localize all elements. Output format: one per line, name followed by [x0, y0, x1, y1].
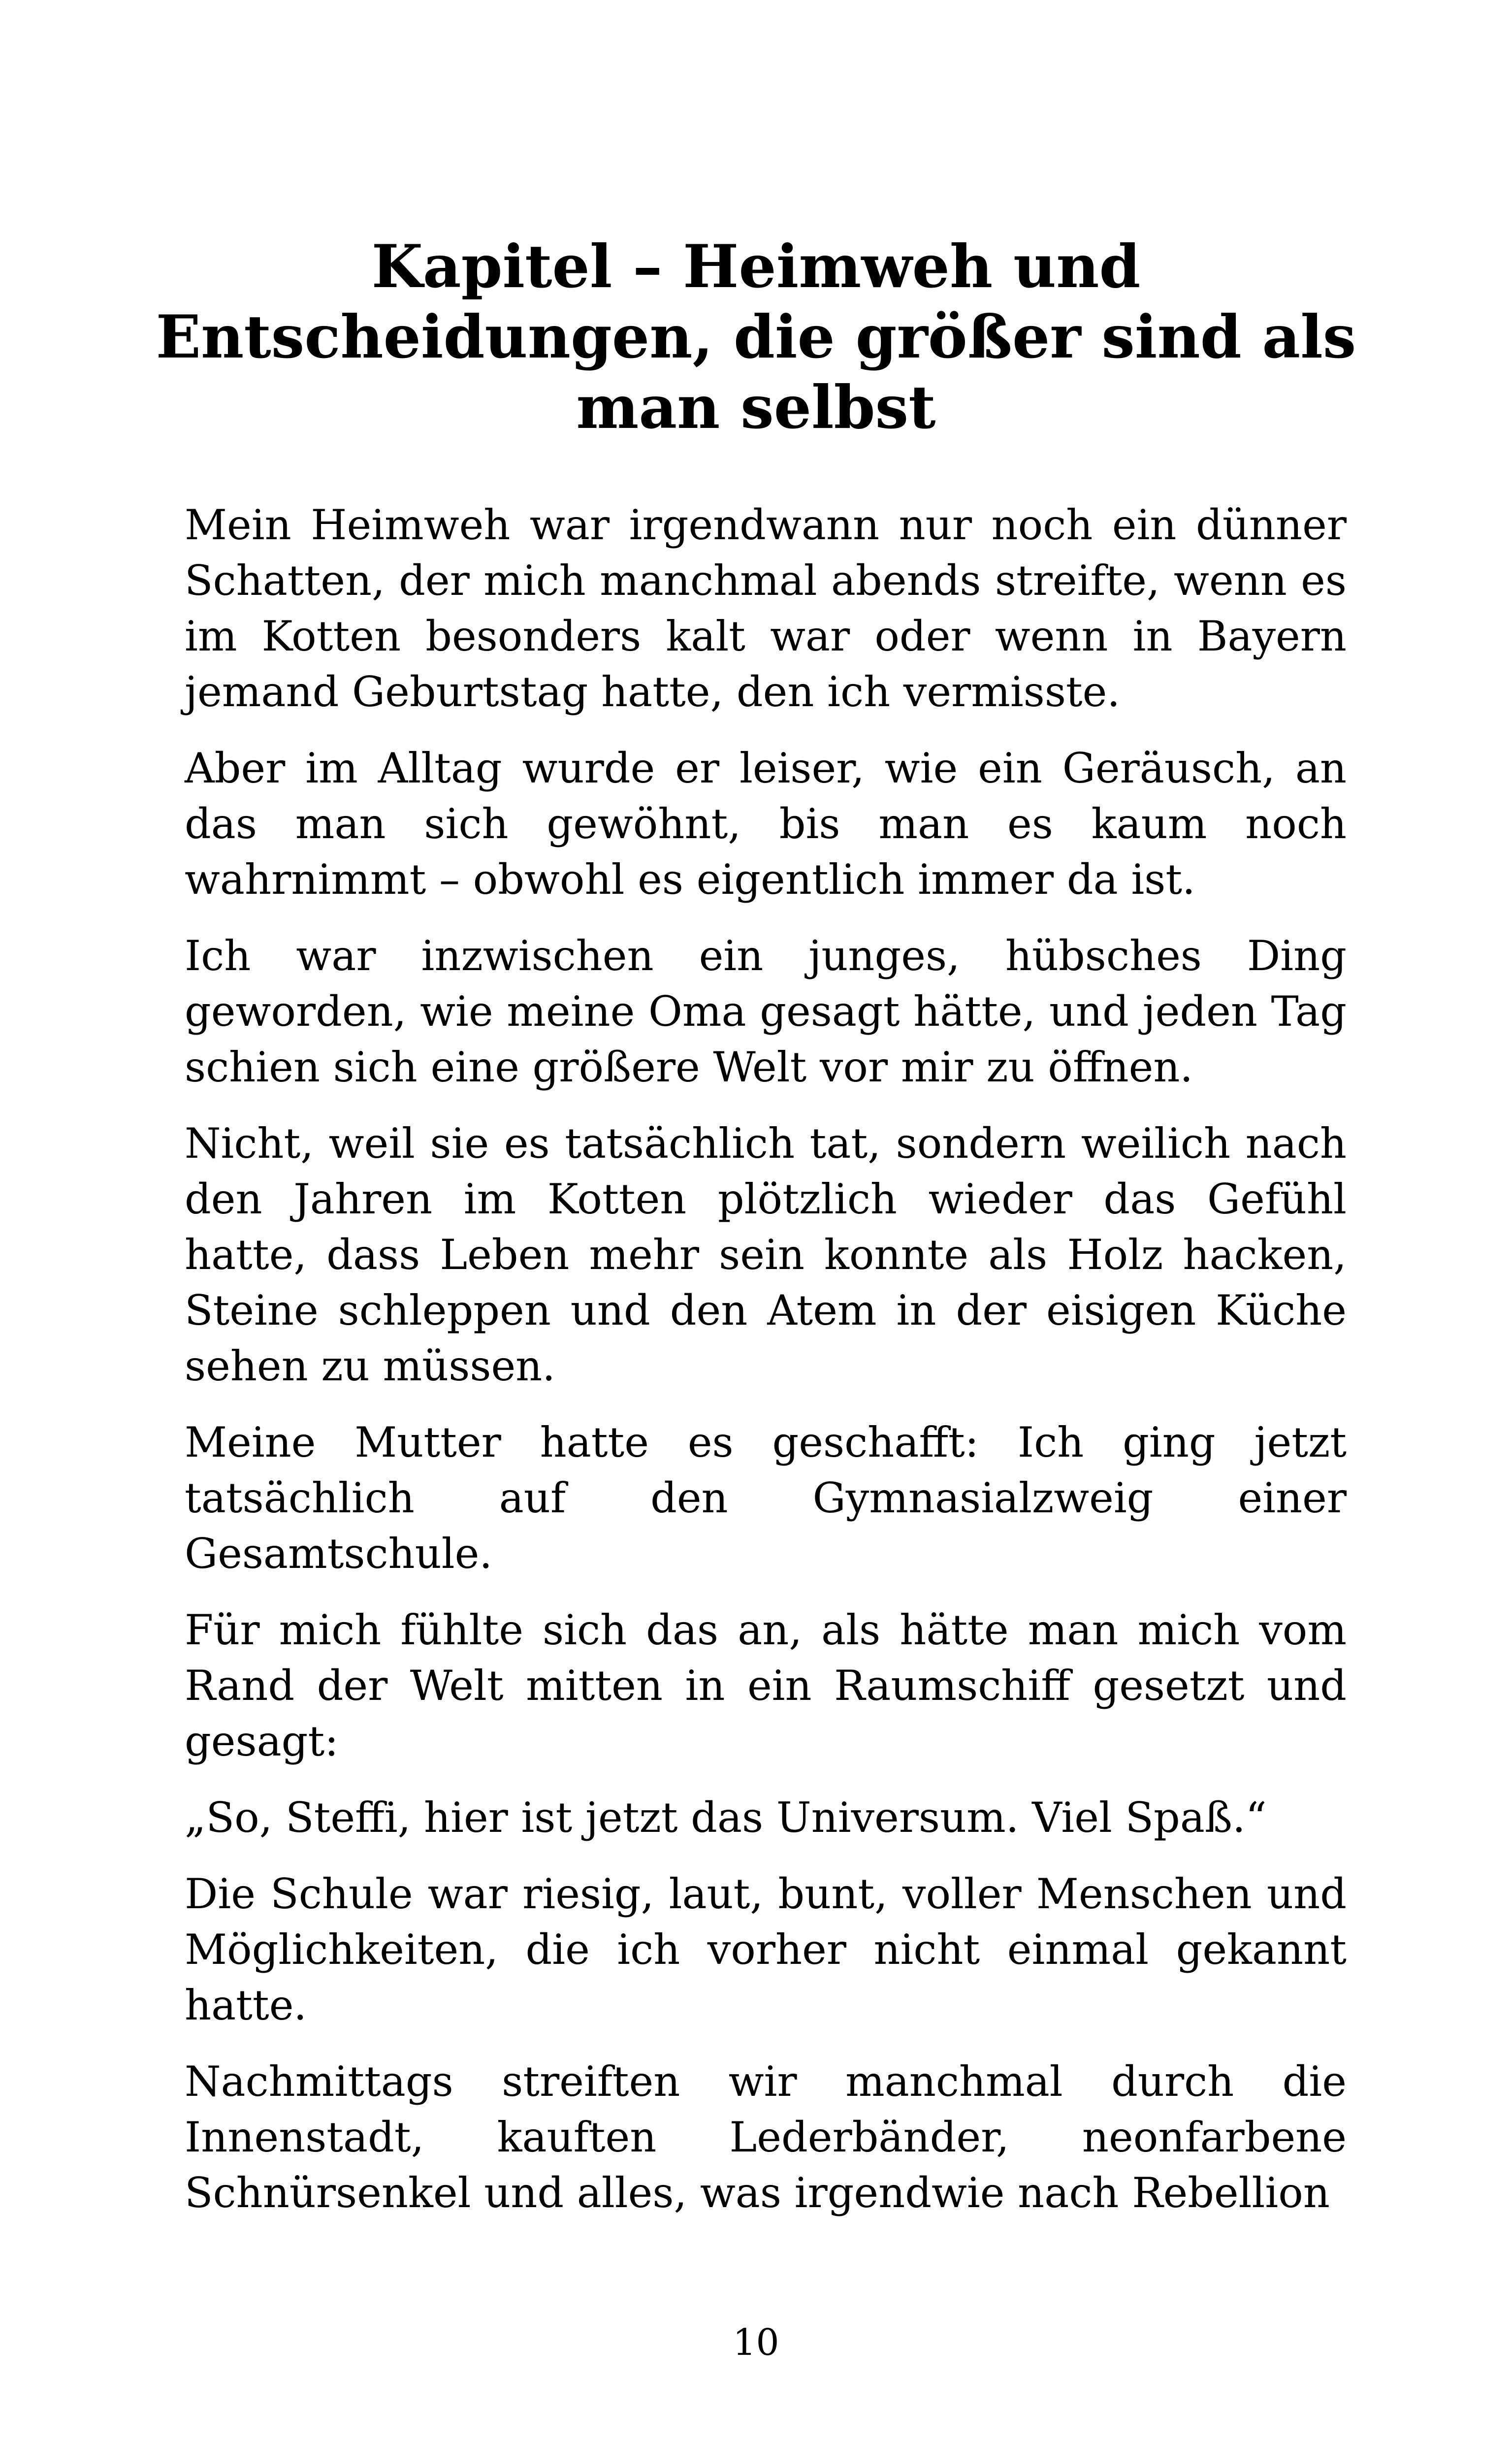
paragraph: Nachmittags streiften wir manchmal durch die Innenstadt, kauften Lederbänder, neonfarbene Schnürsenkel und alles, was irgendwie nach Rebellion — [185, 2057, 1347, 2217]
paragraph: Nicht, weil sie es tatsächlich tat, sondern weilich nach den Jahren im Kotten plötzlich wieder das Gefühl hatte, dass Leben mehr sein konnte als Holz hacken, Steine schleppen und den Atem in der eisigen Küche sehen zu müssen. — [185, 1119, 1347, 1390]
body-text — [185, 497, 1347, 2242]
paragraph: Mein Heimweh war irgendwann nur noch ein dünner Schatten, der mich manchmal abends streifte, wenn es im Kotten besonders kalt war oder wenn in Bayern jemand Geburtstag hatte, den ich vermisste. — [185, 501, 1347, 716]
paragraph: Meine Mutter hatte es geschafft: Ich ging jetzt tatsächlich auf den Gymnasialzweig einer Gesamtschule. — [185, 1418, 1347, 1578]
paragraph: Für mich fühlte sich das an, als hätte man mich vom Rand der Welt mitten in ein Raumschiff gesetzt und gesagt: — [185, 1606, 1347, 1765]
paragraph: Aber im Alltag wurde er leiser, wie ein Geräusch, an das man sich gewöhnt, bis man es kaum noch wahrnimmt – obwohl es eigentlich immer da ist. — [185, 744, 1347, 904]
paragraph: Die Schule war riesig, laut, bunt, voller Menschen und Möglichkeiten, die ich vorher nicht einmal gekannt hatte. — [185, 1870, 1347, 2029]
paragraph: Ich war inzwischen ein junges, hübsches Ding geworden, wie meine Oma gesagt hätte, und jeden Tag schien sich eine größere Welt vor mir zu öffnen. — [185, 932, 1347, 1091]
page-number: 10 — [733, 2321, 779, 2364]
chapter-title: Kapitel – Heimweh und Entscheidungen, die größer sind als man selbst — [156, 232, 1356, 442]
quote-paragraph: „So, Steffi, hier ist jetzt das Universum. Viel Spaß.“ — [185, 1793, 1267, 1842]
